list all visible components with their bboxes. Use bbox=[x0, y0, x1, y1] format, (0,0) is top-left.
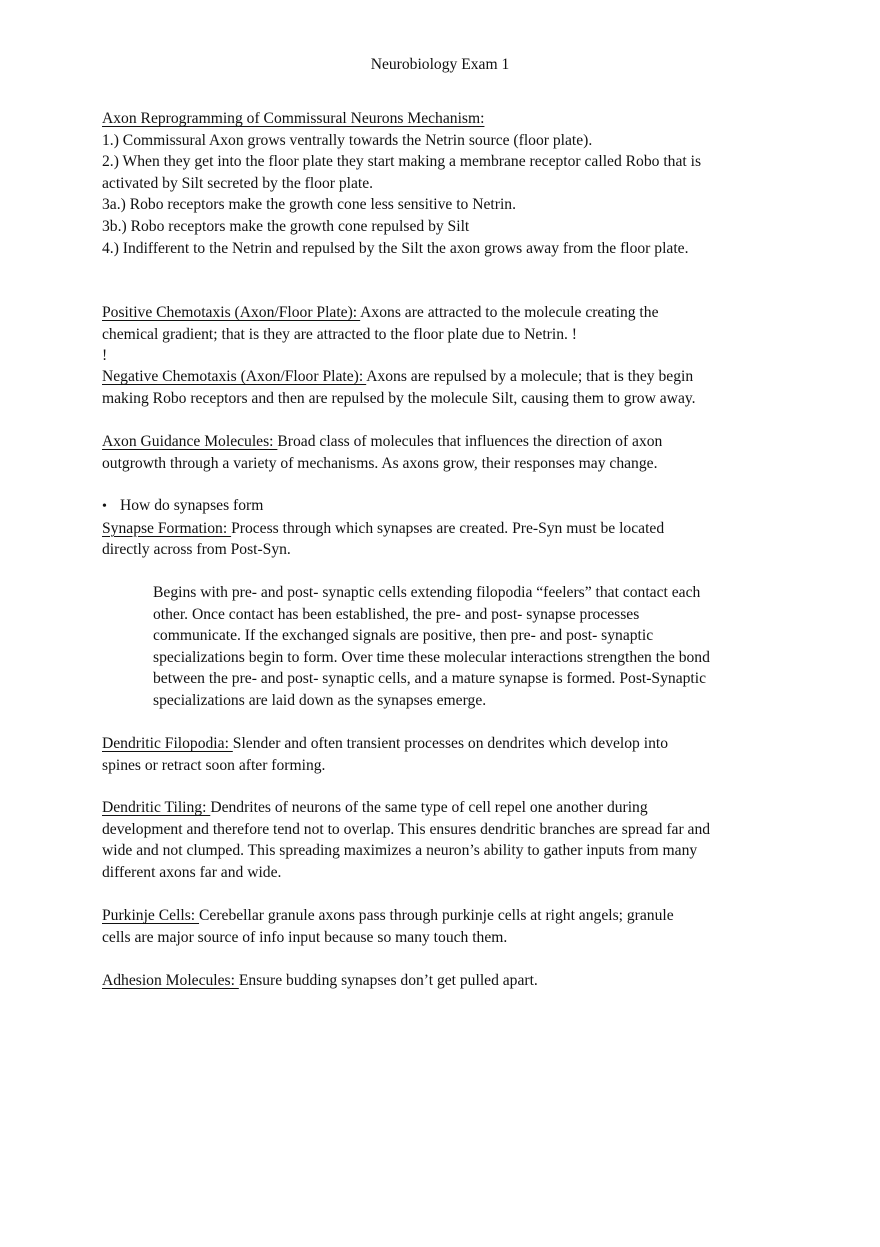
dendritic-filopodia-section bbox=[102, 733, 782, 776]
synapse-paragraph bbox=[153, 582, 778, 712]
synapse-formation-term: Synapse Formation: bbox=[102, 519, 232, 537]
dendritic-tiling-line3: wide and not clumped. This spreading maximizes a neuron’s ability to gather inputs from many bbox=[102, 842, 698, 860]
negative-chemotaxis-term: Negative Chemotaxis (Axon/Floor Plate): bbox=[102, 368, 367, 385]
positive-chemotaxis-line2: chemical gradient; that is they are attracted to the floor plate due to Netrin. ! bbox=[102, 325, 577, 343]
step-4: 4.) Indifferent to the Netrin and repulsed by the Silt the axon grows away from the floor plate. bbox=[102, 239, 689, 257]
synapse-bullet bbox=[102, 495, 782, 518]
negative-chemotaxis-line2: making Robo receptors and then are repulsed by the molecule Silt, causing them to grow away. bbox=[102, 389, 696, 407]
positive-chemotaxis-line3: ! bbox=[102, 347, 108, 365]
axon-guidance-term: Axon Guidance Molecules: bbox=[102, 433, 278, 450]
axon-reprogramming-heading: Axon Reprogramming of Commissural Neurons Mechanism: bbox=[102, 110, 485, 127]
purkinje-cells-section bbox=[102, 905, 782, 948]
synapse-paragraph-line: specializations begin to form. Over time these molecular interactions strengthen the bond bbox=[153, 648, 710, 666]
dendritic-tiling-section bbox=[102, 797, 782, 883]
dendritic-filopodia-term: Dendritic Filopodia: bbox=[102, 735, 233, 752]
negative-chemotaxis-section bbox=[102, 366, 782, 409]
adhesion-molecules-term: Adhesion Molecules: bbox=[102, 972, 239, 989]
synapse-paragraph-line: communicate. If the exchanged signals are positive, then pre- and post- synaptic bbox=[153, 627, 654, 645]
positive-chemotaxis-term: Positive Chemotaxis (Axon/Floor Plate): bbox=[102, 304, 361, 321]
purkinje-cells-term: Purkinje Cells: bbox=[102, 907, 200, 924]
dendritic-tiling-line1: Dendrites of neurons of the same type of cell repel one another during bbox=[210, 799, 648, 816]
dendritic-tiling-term: Dendritic Tiling: bbox=[102, 799, 211, 816]
positive-chemotaxis-line1: Axons are attracted to the molecule creating the bbox=[360, 304, 659, 321]
step-1: 1.) Commissural Axon grows ventrally towards the Netrin source (floor plate). bbox=[102, 131, 593, 149]
dendritic-filopodia-line1: Slender and often transient processes on dendrites which develop into bbox=[232, 735, 669, 752]
step-2-cont: activated by Silt secreted by the floor plate. bbox=[102, 174, 374, 192]
purkinje-cells-line1: Cerebellar granule axons pass through purkinje cells at right angels; granule bbox=[199, 907, 674, 924]
purkinje-cells-line2: cells are major source of info input because so many touch them. bbox=[102, 928, 508, 946]
step-3b: 3b.) Robo receptors make the growth cone repulsed by Silt bbox=[102, 217, 470, 235]
negative-chemotaxis-line1: Axons are repulsed by a molecule; that is they begin bbox=[366, 368, 694, 385]
axon-guidance-line1: Broad class of molecules that influences the direction of axon bbox=[277, 433, 663, 450]
step-3a: 3a.) Robo receptors make the growth cone less sensitive to Netrin. bbox=[102, 196, 516, 214]
page-title: Neurobiology Exam 1 bbox=[370, 56, 510, 73]
synapse-paragraph-line: between the pre- and post- synaptic cells, and a mature synapse is formed. Post-Synaptic bbox=[153, 670, 706, 688]
synapse-formation-line2: directly across from Post-Syn. bbox=[102, 541, 291, 559]
axon-guidance-line2: outgrowth through a variety of mechanisms. As axons grow, their responses may change. bbox=[102, 454, 658, 472]
axon-reprogramming-section bbox=[102, 108, 782, 259]
adhesion-molecules-section bbox=[102, 970, 782, 992]
synapse-paragraph-line: specializations are laid down as the synapses emerge. bbox=[153, 691, 487, 709]
synapse-bullet-text: How do synapses form bbox=[120, 497, 264, 514]
synapse-paragraph-line: Begins with pre- and post- synaptic cells extending filopodia “feelers” that contact each bbox=[153, 584, 701, 601]
positive-chemotaxis-section bbox=[102, 302, 782, 367]
synapse-formation-line1: Process through which synapses are created. Pre-Syn must be located bbox=[231, 519, 665, 537]
synapse-formation-section bbox=[102, 495, 782, 561]
dendritic-tiling-line2: development and therefore tend not to overlap. This ensures dendritic branches are spread far and bbox=[102, 820, 711, 838]
adhesion-molecules-line1: Ensure budding synapses don’t get pulled apart. bbox=[238, 972, 538, 989]
dendritic-filopodia-line2: spines or retract soon after forming. bbox=[102, 756, 326, 774]
dendritic-tiling-line4: different axons far and wide. bbox=[102, 863, 282, 881]
step-2: 2.) When they get into the floor plate they start making a membrane receptor called Robo that is bbox=[102, 153, 702, 171]
synapse-paragraph-line: other. Once contact has been established, the pre- and post- synapse processes bbox=[153, 605, 640, 623]
axon-guidance-section bbox=[102, 431, 782, 474]
bullet-icon: • bbox=[102, 499, 107, 514]
